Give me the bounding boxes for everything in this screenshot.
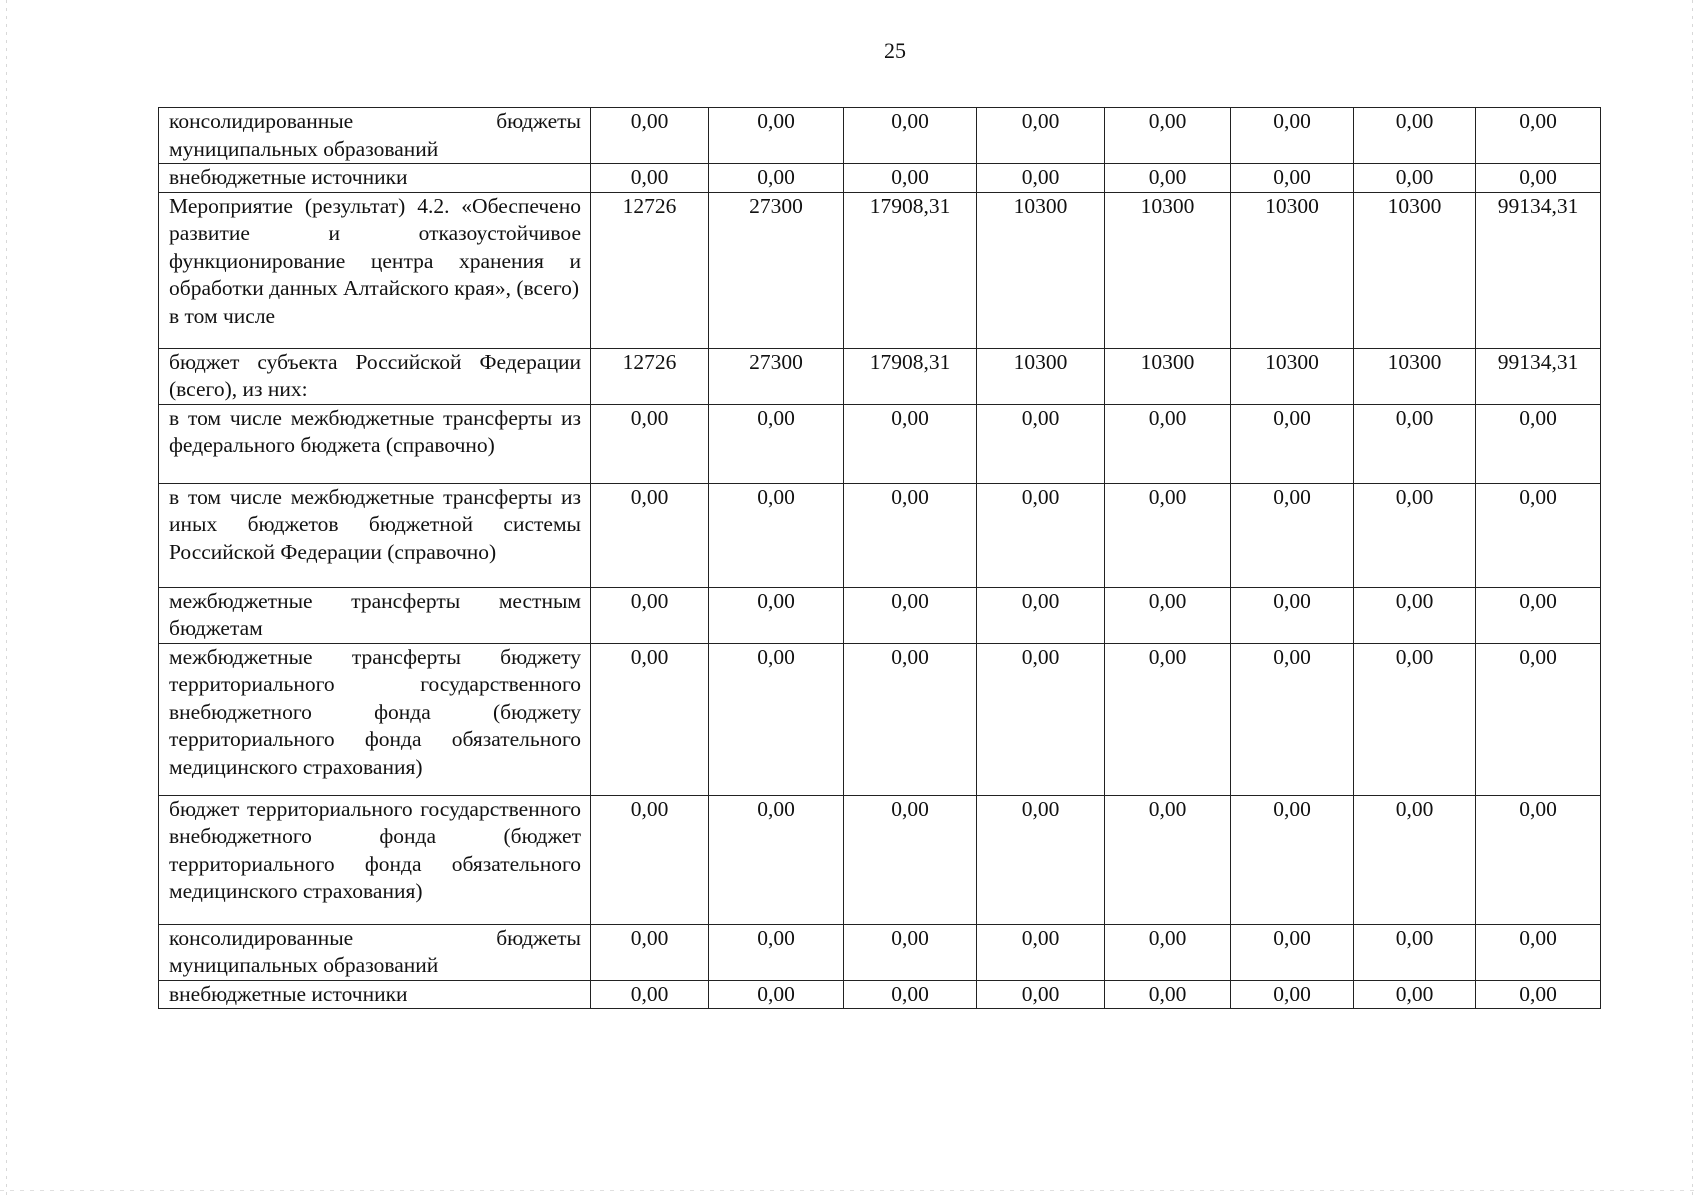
value-cell: 0,00 xyxy=(977,587,1105,643)
budget-table-body xyxy=(159,108,1601,1009)
value-cell: 0,00 xyxy=(591,980,709,1009)
value-cell: 10300 xyxy=(1105,348,1231,404)
value-cell: 0,00 xyxy=(844,587,977,643)
value-cell: 12726 xyxy=(591,192,709,348)
value-cell: 0,00 xyxy=(1105,404,1231,483)
value-cell: 0,00 xyxy=(1105,587,1231,643)
value-cell: 0,00 xyxy=(709,795,844,924)
value-cell: 0,00 xyxy=(591,643,709,795)
value-cell: 0,00 xyxy=(709,404,844,483)
budget-table xyxy=(158,107,1601,1009)
value-cell: 0,00 xyxy=(1476,483,1601,587)
value-cell: 0,00 xyxy=(844,643,977,795)
value-cell: 12726 xyxy=(591,348,709,404)
value-cell: 0,00 xyxy=(1231,164,1354,193)
value-cell: 0,00 xyxy=(1231,483,1354,587)
row-label: бюджет субъекта Российской Федерации (всего), из них: xyxy=(159,348,591,404)
value-cell: 0,00 xyxy=(591,795,709,924)
value-cell: 0,00 xyxy=(1354,980,1476,1009)
value-cell: 0,00 xyxy=(1231,643,1354,795)
value-cell: 10300 xyxy=(977,192,1105,348)
table-row xyxy=(159,348,1601,404)
value-cell: 0,00 xyxy=(844,404,977,483)
row-label: консолидированные бюджеты муниципальных образований xyxy=(159,108,591,164)
page-number: 25 xyxy=(884,38,906,63)
value-cell: 0,00 xyxy=(1476,924,1601,980)
value-cell: 0,00 xyxy=(709,483,844,587)
value-cell: 0,00 xyxy=(1105,924,1231,980)
value-cell: 17908,31 xyxy=(844,348,977,404)
value-cell: 0,00 xyxy=(977,108,1105,164)
value-cell: 0,00 xyxy=(1105,795,1231,924)
row-label: в том числе межбюджетные трансферты из иных бюджетов бюджетной системы Российской Федерации (справочно) xyxy=(159,483,591,587)
value-cell: 0,00 xyxy=(977,980,1105,1009)
value-cell: 0,00 xyxy=(591,404,709,483)
row-label: Мероприятие (результат) 4.2. «Обеспечено развитие и отказоустойчивое функционирование центра хранения и обработки данных Алтайского края», (всего) в том числе xyxy=(159,192,591,348)
value-cell: 0,00 xyxy=(1476,164,1601,193)
table-row xyxy=(159,164,1601,193)
value-cell: 0,00 xyxy=(1354,924,1476,980)
value-cell: 0,00 xyxy=(1231,108,1354,164)
value-cell: 27300 xyxy=(709,192,844,348)
table-row xyxy=(159,404,1601,483)
value-cell: 0,00 xyxy=(591,108,709,164)
scan-edge-right xyxy=(1692,0,1693,1200)
value-cell: 0,00 xyxy=(1354,795,1476,924)
value-cell: 0,00 xyxy=(591,483,709,587)
value-cell: 0,00 xyxy=(709,108,844,164)
value-cell: 0,00 xyxy=(977,483,1105,587)
value-cell: 0,00 xyxy=(591,164,709,193)
value-cell: 0,00 xyxy=(1476,795,1601,924)
row-label: консолидированные бюджеты муниципальных образований xyxy=(159,924,591,980)
row-label: межбюджетные трансферты местным бюджетам xyxy=(159,587,591,643)
table-row xyxy=(159,643,1601,795)
table-row xyxy=(159,587,1601,643)
row-label: в том числе межбюджетные трансферты из федерального бюджета (справочно) xyxy=(159,404,591,483)
value-cell: 0,00 xyxy=(1354,643,1476,795)
value-cell: 10300 xyxy=(1105,192,1231,348)
value-cell: 0,00 xyxy=(1231,924,1354,980)
value-cell: 0,00 xyxy=(709,164,844,193)
table-row xyxy=(159,924,1601,980)
value-cell: 0,00 xyxy=(1476,643,1601,795)
table-row xyxy=(159,192,1601,348)
value-cell: 0,00 xyxy=(977,924,1105,980)
row-label: бюджет территориального государственного внебюджетного фонда (бюджет территориального фонда обязательного медицинского страхования) xyxy=(159,795,591,924)
value-cell: 0,00 xyxy=(1231,980,1354,1009)
value-cell: 0,00 xyxy=(1105,483,1231,587)
value-cell: 0,00 xyxy=(1105,164,1231,193)
value-cell: 0,00 xyxy=(1105,108,1231,164)
table-row xyxy=(159,795,1601,924)
value-cell: 0,00 xyxy=(844,795,977,924)
value-cell: 0,00 xyxy=(709,587,844,643)
value-cell: 0,00 xyxy=(977,404,1105,483)
value-cell: 0,00 xyxy=(591,924,709,980)
value-cell: 0,00 xyxy=(1476,404,1601,483)
value-cell: 0,00 xyxy=(1105,643,1231,795)
value-cell: 99134,31 xyxy=(1476,192,1601,348)
value-cell: 0,00 xyxy=(1476,980,1601,1009)
value-cell: 10300 xyxy=(977,348,1105,404)
value-cell: 0,00 xyxy=(1354,587,1476,643)
value-cell: 0,00 xyxy=(844,980,977,1009)
value-cell: 17908,31 xyxy=(844,192,977,348)
value-cell: 0,00 xyxy=(977,643,1105,795)
row-label: межбюджетные трансферты бюджету территориального государственного внебюджетного фонда (бюджету территориального фонда обязательного медицинского страхования) xyxy=(159,643,591,795)
value-cell: 0,00 xyxy=(977,795,1105,924)
value-cell: 0,00 xyxy=(1231,404,1354,483)
value-cell: 0,00 xyxy=(844,483,977,587)
scan-edge-left xyxy=(6,0,7,1200)
value-cell: 0,00 xyxy=(1354,483,1476,587)
value-cell: 10300 xyxy=(1354,192,1476,348)
value-cell: 27300 xyxy=(709,348,844,404)
row-label: внебюджетные источники xyxy=(159,164,591,193)
table-row xyxy=(159,108,1601,164)
value-cell: 0,00 xyxy=(1354,108,1476,164)
value-cell: 0,00 xyxy=(709,980,844,1009)
value-cell: 0,00 xyxy=(709,924,844,980)
scan-edge-bottom xyxy=(0,1190,1697,1191)
value-cell: 0,00 xyxy=(1231,795,1354,924)
value-cell: 0,00 xyxy=(591,587,709,643)
value-cell: 0,00 xyxy=(1476,108,1601,164)
value-cell: 0,00 xyxy=(1105,980,1231,1009)
value-cell: 99134,31 xyxy=(1476,348,1601,404)
value-cell: 10300 xyxy=(1231,192,1354,348)
table-row xyxy=(159,483,1601,587)
value-cell: 10300 xyxy=(1231,348,1354,404)
value-cell: 0,00 xyxy=(844,924,977,980)
value-cell: 0,00 xyxy=(844,164,977,193)
value-cell: 0,00 xyxy=(1231,587,1354,643)
value-cell: 0,00 xyxy=(1354,404,1476,483)
value-cell: 0,00 xyxy=(1476,587,1601,643)
value-cell: 0,00 xyxy=(977,164,1105,193)
value-cell: 10300 xyxy=(1354,348,1476,404)
table-row xyxy=(159,980,1601,1009)
value-cell: 0,00 xyxy=(844,108,977,164)
value-cell: 0,00 xyxy=(709,643,844,795)
row-label: внебюджетные источники xyxy=(159,980,591,1009)
value-cell: 0,00 xyxy=(1354,164,1476,193)
